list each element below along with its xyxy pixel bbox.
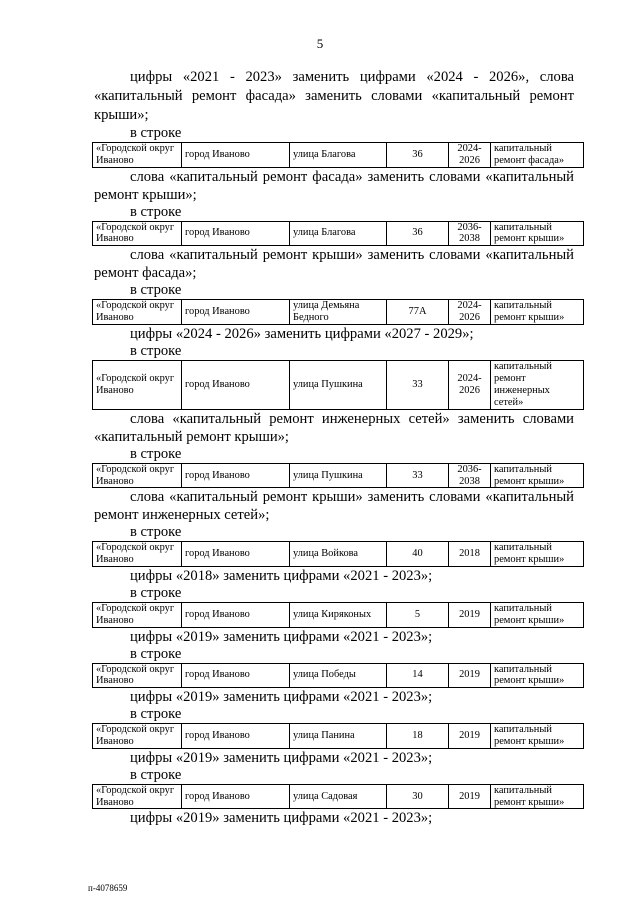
table-row: [92, 723, 584, 749]
municipality-cell: «Городской округ Иваново: [93, 724, 182, 749]
house-number-cell: 40: [387, 542, 449, 567]
period-cell: 2024-2026: [449, 143, 491, 168]
settlement-cell: город Иваново: [182, 542, 290, 567]
municipality-cell: «Городской округ Иваново: [93, 663, 182, 688]
house-number-cell: 77А: [387, 300, 449, 325]
period-cell: 2019: [449, 724, 491, 749]
table-row: [92, 142, 584, 168]
row-caption: в строке: [130, 524, 182, 541]
municipality-cell: «Городской округ Иваново: [93, 360, 182, 409]
row-caption: в строке: [130, 445, 182, 462]
row-caption: в строке: [130, 342, 182, 359]
street-cell: улица Панина: [290, 724, 387, 749]
row-caption: в строке: [130, 125, 182, 141]
page-number: 5: [316, 36, 324, 51]
house-number-cell: 18: [387, 724, 449, 749]
document-code: п-4078659: [88, 883, 128, 893]
period-cell: 2019: [449, 663, 491, 688]
settlement-cell: город Иваново: [182, 300, 290, 325]
street-cell: улица Демьяна Бедного: [290, 300, 387, 325]
street-cell: улица Киряконых: [290, 602, 387, 627]
period-cell: 2019: [449, 784, 491, 809]
row-caption: в строке: [130, 645, 182, 662]
amendment-paragraph: цифры «2024 - 2026» заменить цифрами «2027 - 2029»;: [130, 325, 474, 342]
amendment-paragraph: слова «капитальный ремонт крыши» заменить словами «капитальный ремонт фасада»;: [94, 247, 574, 282]
table-row: [92, 784, 584, 810]
house-number-cell: 30: [387, 784, 449, 809]
municipality-cell: «Городской округ Иваново: [93, 602, 182, 627]
settlement-cell: город Иваново: [182, 784, 290, 809]
street-cell: улица Пушкина: [290, 360, 387, 409]
row-caption: в строке: [130, 282, 182, 299]
settlement-cell: город Иваново: [182, 463, 290, 488]
amendment-paragraph: цифры «2019» заменить цифрами «2021 - 2023»;: [130, 628, 433, 645]
work-type-cell: капитальный ремонт инженерных сетей»: [491, 360, 584, 409]
street-cell: улица Благова: [290, 143, 387, 168]
work-type-cell: капитальный ремонт фасада»: [491, 143, 584, 168]
street-cell: улица Войкова: [290, 542, 387, 567]
amendment-paragraph: цифры «2019» заменить цифрами «2021 - 2023»;: [130, 689, 433, 706]
house-number-cell: 33: [387, 360, 449, 409]
municipality-cell: «Городской округ Иваново: [93, 300, 182, 325]
work-type-cell: капитальный ремонт крыши»: [491, 300, 584, 325]
period-cell: 2024-2026: [449, 360, 491, 409]
municipality-cell: «Городской округ Иваново: [93, 542, 182, 567]
amendment-paragraph: цифры «2021 - 2023» заменить цифрами «2024 - 2026», слова «капитальный ремонт фасада» заменить словами «капитальный ремонт крыши»;: [94, 69, 574, 123]
street-cell: улица Победы: [290, 663, 387, 688]
amendment-paragraph: слова «капитальный ремонт крыши» заменить словами «капитальный ремонт инженерных сетей»;: [94, 489, 574, 524]
house-number-cell: 33: [387, 463, 449, 488]
table-row: [92, 663, 584, 689]
table-row: [92, 463, 584, 489]
amendment-paragraph: слова «капитальный ремонт инженерных сетей» заменить словами «капитальный ремонт крыши»;: [94, 410, 574, 445]
table-row: [92, 541, 584, 567]
work-type-cell: капитальный ремонт крыши»: [491, 784, 584, 809]
table-row: [92, 360, 584, 410]
work-type-cell: капитальный ремонт крыши»: [491, 602, 584, 627]
period-cell: 2018: [449, 542, 491, 567]
row-caption: в строке: [130, 584, 182, 601]
settlement-cell: город Иваново: [182, 221, 290, 246]
settlement-cell: город Иваново: [182, 602, 290, 627]
amendment-paragraph: цифры «2019» заменить цифрами «2021 - 2023»;: [130, 749, 433, 766]
work-type-cell: капитальный ремонт крыши»: [491, 663, 584, 688]
house-number-cell: 14: [387, 663, 449, 688]
municipality-cell: «Городской округ Иваново: [93, 784, 182, 809]
table-row: [92, 299, 584, 325]
street-cell: улица Садовая: [290, 784, 387, 809]
amendment-paragraph: цифры «2019» заменить цифрами «2021 - 2023»;: [130, 810, 433, 827]
house-number-cell: 36: [387, 143, 449, 168]
table-row: [92, 602, 584, 628]
work-type-cell: капитальный ремонт крыши»: [491, 724, 584, 749]
municipality-cell: «Городской округ Иваново: [93, 143, 182, 168]
document-body: [94, 68, 574, 827]
municipality-cell: «Городской округ Иваново: [93, 221, 182, 246]
period-cell: 2024-2026: [449, 300, 491, 325]
street-cell: улица Пушкина: [290, 463, 387, 488]
row-caption: в строке: [130, 203, 182, 220]
municipality-cell: «Городской округ Иваново: [93, 463, 182, 488]
period-cell: 2019: [449, 602, 491, 627]
work-type-cell: капитальный ремонт крыши»: [491, 221, 584, 246]
settlement-cell: город Иваново: [182, 360, 290, 409]
work-type-cell: капитальный ремонт крыши»: [491, 463, 584, 488]
table-row: [92, 221, 584, 247]
house-number-cell: 5: [387, 602, 449, 627]
period-cell: 2036-2038: [449, 463, 491, 488]
street-cell: улица Благова: [290, 221, 387, 246]
settlement-cell: город Иваново: [182, 663, 290, 688]
work-type-cell: капитальный ремонт крыши»: [491, 542, 584, 567]
house-number-cell: 36: [387, 221, 449, 246]
row-caption: в строке: [130, 706, 182, 723]
period-cell: 2036-2038: [449, 221, 491, 246]
settlement-cell: город Иваново: [182, 143, 290, 168]
row-caption: в строке: [130, 766, 182, 783]
settlement-cell: город Иваново: [182, 724, 290, 749]
amendment-paragraph: цифры «2018» заменить цифрами «2021 - 2023»;: [130, 567, 433, 584]
amendment-paragraph: слова «капитальный ремонт фасада» заменить словами «капитальный ремонт крыши»;: [94, 168, 574, 203]
